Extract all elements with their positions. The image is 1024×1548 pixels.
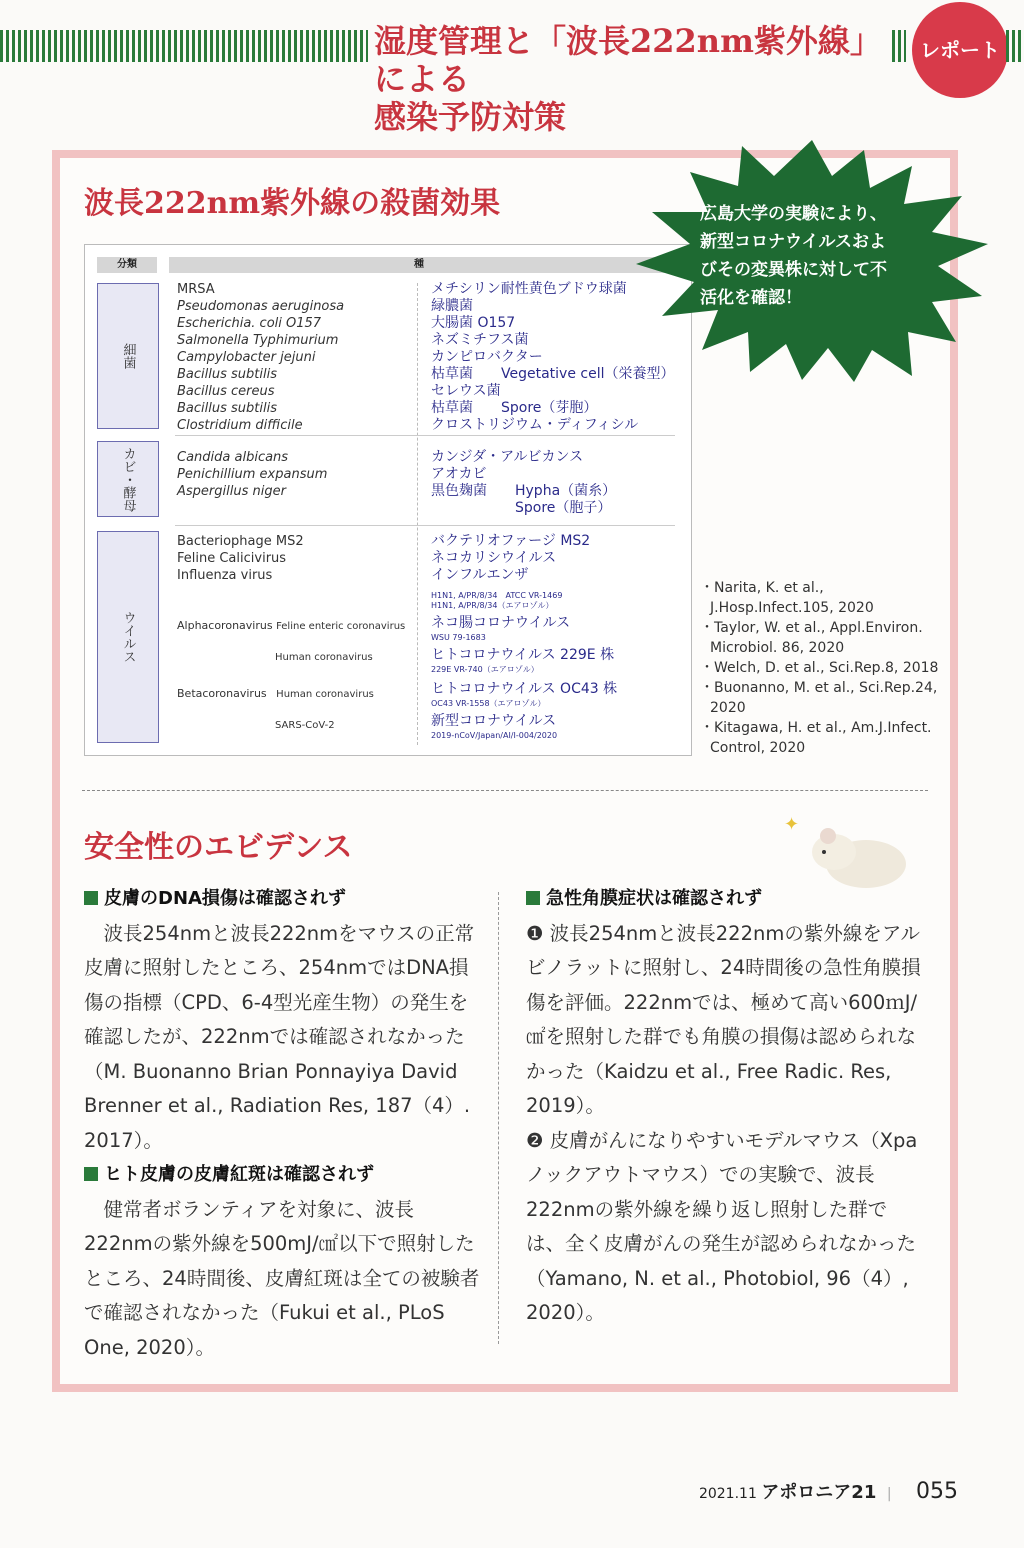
category-fungi: カビ・酵母 [97,441,159,517]
feline-enteric-strain: WSU 79-1683 [431,633,486,642]
list-item: Aspergillus niger [177,484,286,499]
column-divider [417,283,418,745]
right-paragraph-2: ❷ 皮膚がんになりやすいモデルマウス（Xpaノックアウトマウス）での実験で、波長222nmの紫外線を繰り返し照射した群では、全く皮膚がんの発生が認められなかった（Yamano, N. et al., Photobiol, 96（4）, 2020）。 [526,1128,918,1324]
influenza-strains [431,591,562,611]
mouse-illustration [784,812,910,892]
callout-line: びその変異株に対して不 [700,260,887,280]
genus-label: Alphacoronavirus [177,619,273,632]
callout-text [700,200,940,312]
fungi-en-list [177,449,327,500]
list-item: Influenza virus [177,568,273,583]
page-footer: 2021.11 アポロニア21 | 055 [698,1479,958,1504]
category-virus: ウイルス [97,531,159,743]
list-item: Bacillus subtilis [177,367,277,382]
hcov-oc43-jp: ヒトコロナウイルス OC43 株 [431,681,618,697]
list-item: Candida albicans [177,450,289,465]
hcov-229e-strain: 229E VR-740（エアロゾル） [431,665,539,674]
list-item: Salmonella Typhimurium [177,333,339,348]
section-divider [82,790,928,791]
genus-label: Betacoronavirus [177,687,267,700]
list-item: 緑膿菌 [431,298,473,314]
list-item: Spore（胞子） [515,500,612,516]
list-item: インフルエンザ [431,567,529,583]
human-coronavirus-label: Human coronavirus [275,652,373,663]
header-decoration-bars-edge [1006,30,1024,62]
bacteria-en-list [177,281,344,434]
reference-item: ・Narita, K. et al., J.Hosp.Infect.105, 2020 [700,580,874,616]
list-item: MRSA [177,282,215,297]
page-number: 055 [916,1479,958,1504]
left-heading-2: ヒト皮膚の皮膚紅斑は確認されず [84,1158,480,1193]
page-title [374,22,894,136]
list-item: セレウス菌 [431,383,501,399]
square-bullet-icon [526,891,540,905]
title-line-2: 感染予防対策 [374,98,567,136]
alphacoronavirus-row [177,617,405,635]
callout-line: 広島大学の実験により、 [700,204,887,224]
header-decoration-bars [0,30,368,62]
report-badge: レポート [912,2,1008,98]
list-item: カンジダ・アルビカンス [431,449,584,465]
reference-item: ・Buonanno, M. et al., Sci.Rep.24, 2020 [700,680,938,716]
left-column [84,882,480,1365]
list-item: ネコカリシウイルス [431,550,557,566]
list-item: Pseudomonas aeruginosa [177,299,345,314]
list-item: 枯草菌 Spore（芽胞） [431,400,598,416]
title-line-1: 湿度管理と「波長222nm紫外線」による [374,22,882,98]
category-bacteria: 細菌 [97,283,159,429]
square-bullet-icon [84,891,98,905]
list-item: 枯草菌 Vegetative cell（栄養型） [431,366,675,382]
reference-item: ・Kitagawa, H. et al., Am.J.Infect. Control, 2020 [700,720,932,756]
header-decoration-bars-right [892,30,906,62]
magazine-name: アポロニア21 [761,1482,877,1503]
row-divider [175,525,675,526]
list-item: Bacillus cereus [177,384,275,399]
hcov-oc43-strain: OC43 VR-1558（エアロゾル） [431,699,546,708]
column-divider [498,892,499,1344]
list-item: Clostridium difficile [177,418,303,433]
species-label: Feline enteric coronavirus [276,621,406,632]
species-label: Human coronavirus [276,689,374,700]
table-header-category: 分類 [97,257,157,273]
list-item: Campylobacter jejuni [177,350,316,365]
list-item: カンピロバクター [431,349,543,365]
feline-enteric-jp: ネコ腸コロナウイルス [431,615,571,631]
safety-section-title: 安全性のエビデンス [84,830,353,865]
svg-text:✦: ✦ [784,814,800,835]
fungi-jp-list [431,449,616,517]
list-item: Penichillium expansum [177,467,328,482]
list-item: Escherichia. coli O157 [177,316,322,331]
list-item: Bacteriophage MS2 [177,534,304,549]
left-heading-1: 皮膚のDNA損傷は確認されず [84,882,480,917]
list-item: アオカビ [431,466,487,482]
list-item: H1N1, A/PR/8/34（エアロゾル） [431,601,554,610]
row-divider [175,435,675,436]
list-item: バクテリオファージ MS2 [431,533,591,549]
right-paragraph-1: ❶ 波長254nmと波長222nmの紫外線をアルビノラットに照射し、24時間後の急性角膜損傷を評価。222nmでは、極めて高い600ｍJ/㎠を照射した群でも角膜の損傷は認められなかった（Kaidzu et al., Free Radic. Res, 2019）。 [526,921,921,1117]
betacoronavirus-row [177,685,374,703]
list-item: Bacillus subtilis [177,401,277,416]
list-item: H1N1, A/PR/8/34 ATCC VR-1469 [431,591,563,600]
list-item: Feline Calicivirus [177,551,287,566]
references-list [700,578,940,758]
callout-line: 新型コロナウイルスおよ [700,232,886,252]
list-item: メチシリン耐性黄色ブドウ球菌 [431,281,627,297]
table-header-species: 種 [169,257,669,273]
square-bullet-icon [84,1167,98,1181]
callout-line: 活化を確認！ [700,288,802,308]
reference-item: ・Welch, D. et al., Sci.Rep.8, 2018 [700,660,939,676]
sars-cov-2-label: SARS-CoV-2 [275,720,335,731]
virus-jp-list [431,533,590,584]
list-item: 大腸菌 O157 [431,315,516,331]
list-item: クロストリジウム・ディフィシル [431,417,639,433]
list-item: ネズミチフス菌 [431,332,529,348]
left-paragraph-1: 波長254nmと波長222nmをマウスの正常皮膚に照射したところ、254nmではDNA損傷の指標（CPD、6-4型光産生物）の発生を確認したが、222nmでは確認されなかった（M. Buonanno Brian Ponnayiya David Brenner et al., Radiation Res, 187（4）. 2017）。 [84,921,475,1152]
right-column [526,882,922,1331]
sars-cov-2-jp: 新型コロナウイルス [431,713,557,729]
left-paragraph-2: 健常者ボランティアを対象に、波長222nmの紫外線を500mJ/㎠以下で照射したところ、24時間後、皮膚紅斑は全ての被験者で確認されなかった（Fukui et al., PLoS One, 2020）。 [84,1197,480,1359]
virus-en-list [177,533,304,584]
issue-date: 2021.11 [698,1486,757,1502]
sars-cov-2-strain: 2019-nCoV/Japan/AI/I-004/2020 [431,731,558,740]
bactericidal-section-title: 波長222nm紫外線の殺菌効果 [84,186,501,221]
reference-item: ・Taylor, W. et al., Appl.Environ. Microbiol. 86, 2020 [700,620,923,656]
species-table [84,244,692,756]
hcov-229e-jp: ヒトコロナウイルス 229E 株 [431,647,615,663]
list-item: 黒色麹菌 Hypha（菌糸） [431,483,617,499]
right-heading-1: 急性角膜症状は確認されず [526,882,922,917]
